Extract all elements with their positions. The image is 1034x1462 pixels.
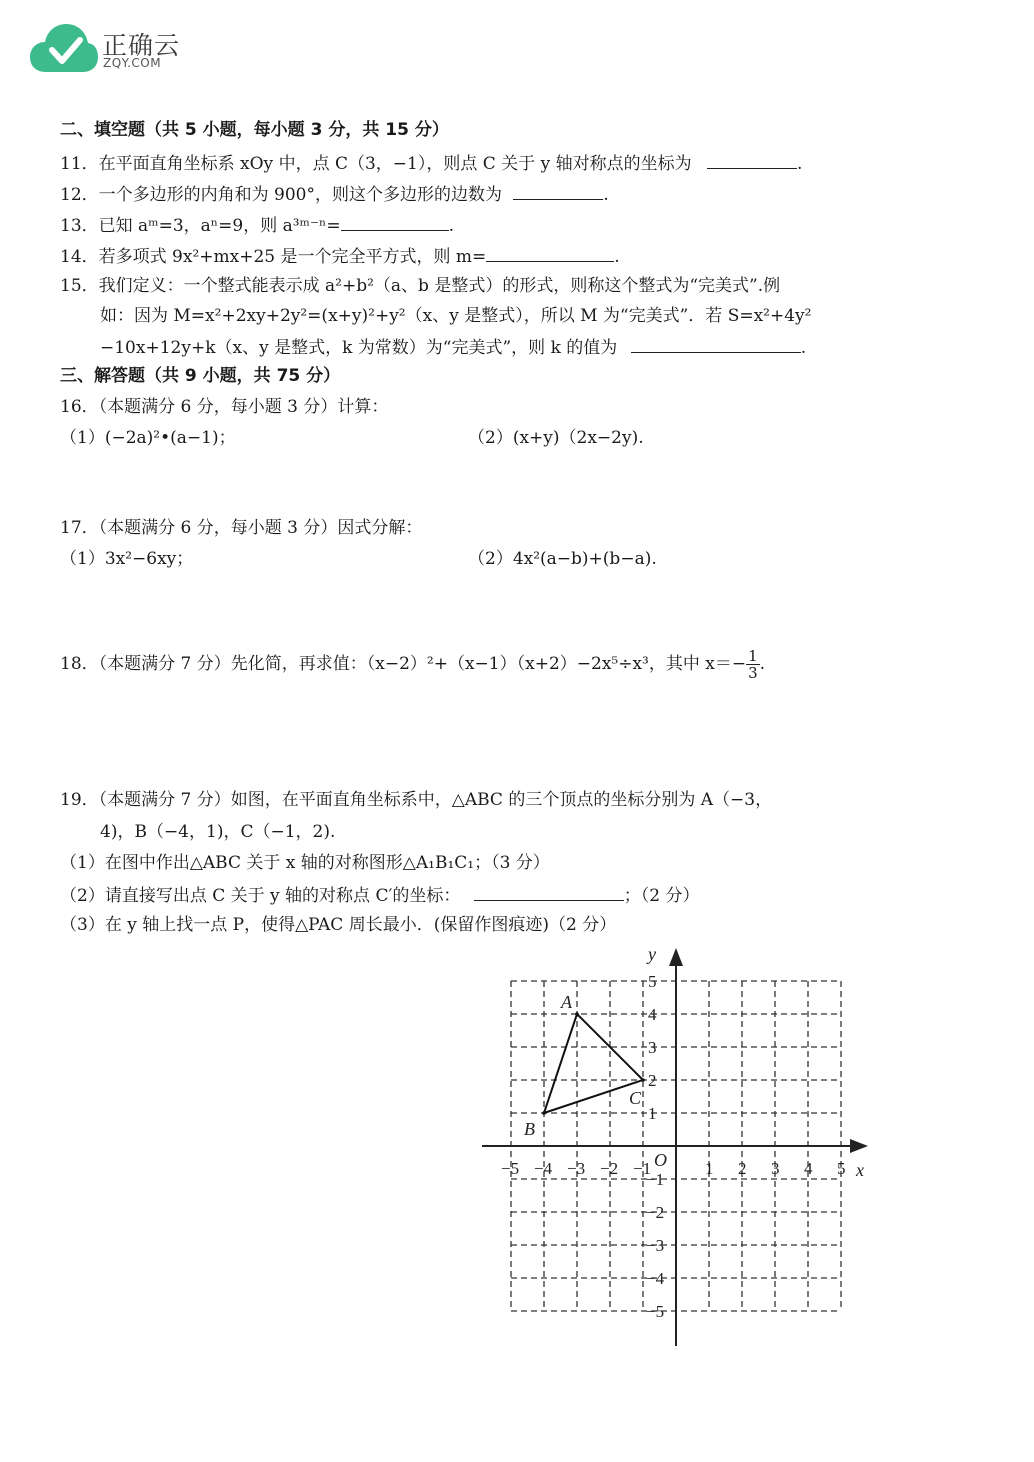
question-13: 13．已知 aᵐ=3，aⁿ=9，则 a³ᵐ⁻ⁿ= . (60, 212, 454, 238)
q11-answer-blank[interactable] (707, 150, 797, 169)
question-14: 14．若多项式 9x²+mx+25 是一个完全平方式，则 m= . (60, 243, 620, 269)
x-tick-label: 1 (705, 1159, 714, 1178)
x-tick-label: 5 (837, 1159, 846, 1178)
x-tick-label: 3 (771, 1159, 780, 1178)
question-19-part2: （2）请直接写出点 C 关于 y 轴的对称点 C′的坐标： ；（2 分） (60, 882, 699, 908)
question-17-part1: （1）3x²−6xy； (60, 549, 194, 569)
q14-answer-blank[interactable] (486, 243, 614, 262)
brand-name: 正确云 (102, 31, 181, 60)
question-16-part2: （2）(x+y)（2x−2y). (468, 428, 644, 448)
question-11: 11．在平面直角坐标系 xOy 中，点 C（3，−1），则点 C 关于 y 轴对称点的坐标为 . (60, 150, 802, 176)
x-tick-label: −3 (567, 1159, 586, 1178)
axes (482, 944, 868, 1346)
q12-text: 12．一个多边形的内角和为 900°，则这个多边形的边数为 (60, 185, 502, 205)
q19-answer-blank[interactable] (474, 882, 624, 901)
question-15-line1: 15．我们定义：一个整式能表示成 a²+b²（a、b 是整式）的形式，则称这个整式为“完美式”.例 (60, 276, 781, 296)
y-tick-label: 4 (648, 1005, 657, 1024)
question-17-part2: （2）4x²(a−b)+(b−a). (468, 549, 657, 569)
y-tick-label: 5 (648, 972, 657, 991)
x-tick-label: −2 (600, 1159, 619, 1178)
x-axis-label: x (856, 1160, 864, 1180)
question-17-head: 17．（本题满分 6 分，每小题 3 分）因式分解： (60, 518, 423, 538)
y-axis-label: y (648, 944, 656, 964)
question-16-part1: （1）(−2a)²•(a−1)； (60, 428, 236, 448)
x-axis-arrow-icon (850, 1139, 868, 1153)
brand-domain: ZQY.COM (103, 56, 162, 70)
vertex-label-b: B (524, 1119, 535, 1139)
x-tick-label: 4 (804, 1159, 813, 1178)
question-18: 18．（本题满分 7 分）先化简，再求值：（x−2）²+（x−1）（x+2）−2x⁵÷x³，其中 x＝− $\frac{1}{3}$ . (60, 647, 766, 682)
y-tick-label: 1 (648, 1104, 657, 1123)
question-19-part1: （1）在图中作出△ABC 关于 x 轴的对称图形△A₁B₁C₁；（3 分） (60, 853, 550, 873)
origin-label: O (654, 1150, 667, 1170)
x-tick-label: 2 (738, 1159, 747, 1178)
section2-title: 二、填空题（共 5 小题，每小题 3 分，共 15 分） (60, 120, 449, 140)
coordinate-grid (480, 938, 880, 1350)
q11-text: 11．在平面直角坐标系 xOy 中，点 C（3，−1），则点 C 关于 y 轴对称点的坐标为 (60, 154, 692, 174)
y-tick-label: −3 (646, 1236, 665, 1255)
q14-text: 14．若多项式 9x²+mx+25 是一个完全平方式，则 m= (60, 247, 487, 267)
x-tick-label: −4 (534, 1159, 553, 1178)
question-12: 12．一个多边形的内角和为 900°，则这个多边形的边数为 . (60, 181, 609, 207)
x-tick-label: −1 (633, 1159, 652, 1178)
question-19-part3: （3）在 y 轴上找一点 P，使得△PAC 周长最小．(保留作图痕迹)（2 分） (60, 915, 617, 935)
question-19-line1: 19．（本题满分 7 分）如图，在平面直角坐标系中，△ABC 的三个顶点的坐标分别为 A（−3， (60, 790, 773, 810)
vertex-a (575, 1012, 579, 1016)
q13-text: 13．已知 aᵐ=3，aⁿ=9，则 a³ᵐ⁻ⁿ= (60, 216, 341, 236)
fraction-one-third: $\frac{1}{3}$ (748, 647, 758, 682)
y-tick-label: −2 (646, 1203, 665, 1222)
question-15-line2: 如：因为 M=x²+2xy+2y²=(x+y)²+y²（x、y 是整式），所以 M 为“完美式”．若 S=x²+4y² (100, 306, 812, 326)
brand-logo (28, 20, 228, 80)
vertex-b (542, 1111, 546, 1115)
vertex-c (641, 1078, 645, 1082)
vertex-label-a: A (561, 992, 572, 1012)
y-tick-label: 2 (648, 1071, 657, 1090)
section3-title: 三、解答题（共 9 小题，共 75 分） (60, 366, 341, 386)
x-tick-label: −5 (501, 1159, 520, 1178)
vertex-label-c: C (629, 1088, 642, 1108)
question-15-line3: −10x+12y+k（x、y 是整式，k 为常数）为“完美式”，则 k 的值为 . (100, 334, 806, 360)
y-tick-label: −1 (646, 1170, 665, 1189)
y-tick-label: 3 (648, 1038, 657, 1057)
q15-answer-blank[interactable] (631, 334, 801, 353)
cloud-check-icon (28, 20, 100, 78)
q13-answer-blank[interactable] (341, 212, 449, 231)
q12-answer-blank[interactable] (513, 181, 603, 200)
question-19-line2: 4)，B（−4，1)，C（−1，2). (100, 822, 336, 842)
question-16-head: 16．（本题满分 6 分，每小题 3 分）计算： (60, 397, 389, 417)
y-tick-label: −5 (646, 1302, 665, 1321)
y-tick-label: −4 (646, 1269, 665, 1288)
y-axis-arrow-icon (669, 948, 683, 966)
